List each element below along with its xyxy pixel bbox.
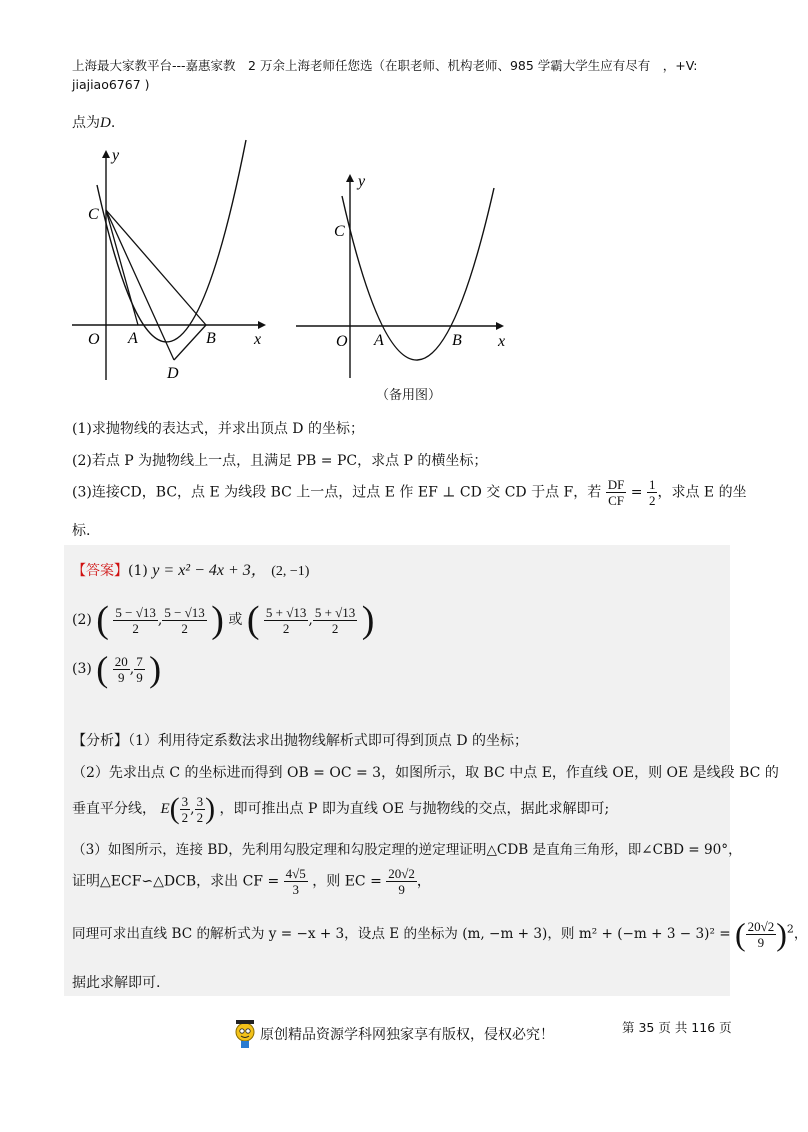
label-x: x <box>254 331 262 348</box>
figure-caption: （备用图） <box>376 388 442 403</box>
segment-DB <box>174 325 206 360</box>
analysis-5: 据此求解即可. <box>72 975 161 991</box>
question-3-tail: 标. <box>72 523 91 539</box>
x-axis-arrow <box>258 321 266 329</box>
header-line-2: jiajiao6767 ) <box>72 77 150 92</box>
mascot-icon <box>232 1016 258 1050</box>
question-1: (1)求抛物线的表达式，并求出顶点 D 的坐标； <box>72 421 364 437</box>
question-2: (2)若点 P 为抛物线上一点，且满足 PB = PC，求点 P 的横坐标； <box>72 453 488 469</box>
label-B: B <box>206 330 216 347</box>
analysis-1: 【分析】（1）利用待定系数法求出抛物线解析式即可得到顶点 D 的坐标； <box>72 733 529 749</box>
parabola-curve <box>342 188 494 360</box>
label-O: O <box>336 333 348 350</box>
analysis-3b: 证明△ECF∽△DCB，求出 CF = $\frac{4√5}{3}$ ，则 EC = $\frac{20√2}{9}$ ， <box>72 866 431 897</box>
page-header <box>72 56 732 94</box>
question-3: (3)连接CD，BC，点 E 为线段 BC 上一点，过点 E 作 EF ⊥ CD 交 CD 于点 F，若 $\frac{DF}{CF}$ = $\frac{1}{2}$ ，求点 E 的坐 <box>72 477 747 508</box>
label-y: y <box>112 147 120 164</box>
header-line-1: 上海最大家教平台---嘉惠家教 2 万余上海老师任您选（在职老师、机构老师、985 学霸大学生应有尽有 ，+V: <box>72 58 698 73</box>
segment-CA <box>106 210 138 325</box>
label-C: C <box>334 223 345 240</box>
label-y: y <box>358 173 366 190</box>
figure-parabola-main <box>66 140 276 385</box>
x-axis-arrow <box>496 322 504 330</box>
analysis-2b: 垂直平分线， E( $\frac{3}{2}$ , $\frac{3}{2}$ ) ，即可推出点 P 即为直线 OE 与抛物线的交点，据此求解即可; <box>72 792 610 825</box>
page-number: 第 35 页 共 116 页 <box>622 1020 732 1035</box>
analysis-4: 同理可求出直线 BC 的解析式为 y = −x + 3，设点 E 的坐标为 (m, −m + 3)，则 m² + (−m + 3 − 3)² = ( $\frac{20√2}{9}$ )$^2$， <box>72 916 808 952</box>
answer-3: (3) ( $\frac{20}{9}$ , $\frac{7}{9}$ ) <box>72 649 162 689</box>
analysis-2a: （2）先求出点 C 的坐标进而得到 OB = OC = 3，如图所示，取 BC 中点 E，作直线 OE，则 OE 是线段 BC 的 <box>72 765 779 781</box>
y-axis-arrow <box>346 174 354 182</box>
y-axis-arrow <box>102 150 110 158</box>
label-O: O <box>88 331 100 348</box>
segment-CD <box>106 210 174 360</box>
analysis-3a: （3）如图所示，连接 BD，先利用勾股定理和勾股定理的逆定理证明△CDB 是直角三角形，即∠CBD = 90°， <box>72 842 742 858</box>
copyright-notice: 原创精品资源学科网独家享有版权，侵权必究！ <box>260 1027 554 1043</box>
figure-parabola-spare <box>292 168 512 408</box>
label-B: B <box>452 332 462 349</box>
label-x: x <box>498 333 506 350</box>
answer-2: (2) ( $\frac{5 - √13}{2}$ , $\frac{5 - √13}{2}$ ) 或 ( $\frac{5 + √13}{2}$ , $\frac{5 + √13}{2}$ ) <box>72 599 375 641</box>
label-D: D <box>167 365 179 382</box>
label-A: A <box>374 332 384 349</box>
label-C: C <box>88 206 99 223</box>
intro-line: 点为D. <box>72 115 116 131</box>
answer-1: 【答案】(1) y = x² − 4x + 3， (2, −1) <box>72 562 310 579</box>
segment-CB <box>106 210 206 325</box>
label-A: A <box>128 330 138 347</box>
